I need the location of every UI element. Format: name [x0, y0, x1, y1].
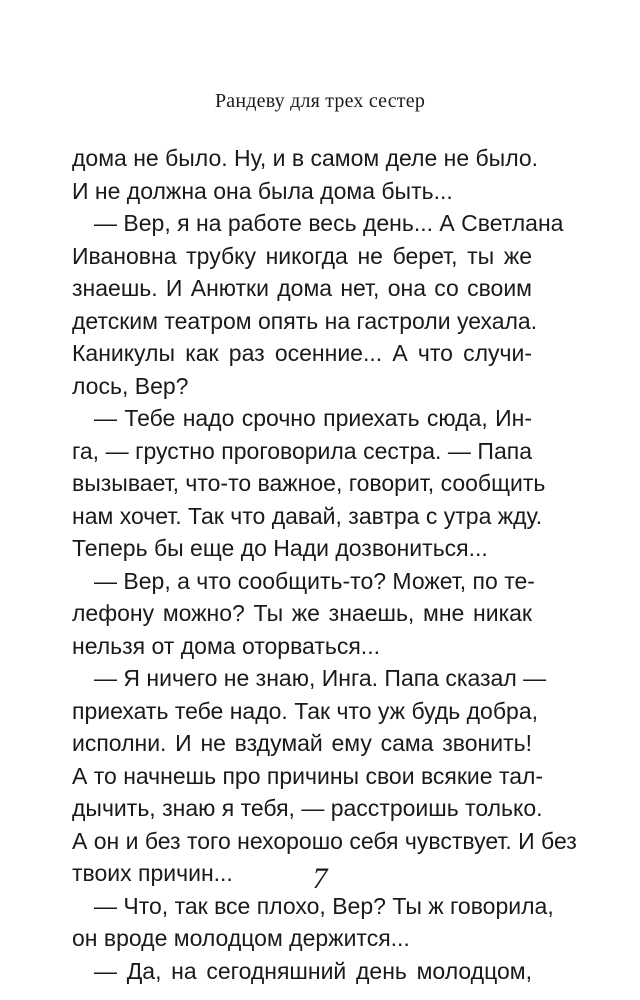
text-line: нам хочет. Так что давай, завтра с утра жду.: [72, 502, 543, 529]
text-line: Теперь бы еще до Нади дозвониться...: [72, 535, 488, 561]
text-line: исполни. И не вздумай ему сама звонить!: [72, 730, 532, 756]
text-line: га, — грустно проговорила сестра. — Папа: [72, 437, 532, 464]
text-line: — Что, так все плохо, Вер? Ты ж говорила,: [94, 892, 554, 919]
text-line: — Тебе надо срочно приехать сюда, Ин-: [94, 405, 532, 431]
text-line: Ивановна трубку никогда не берет, ты же: [72, 242, 532, 269]
text-line: — Я ничего не знаю, Инга. Папа сказал —: [94, 665, 547, 691]
text-line: знаешь. И Анютки дома нет, она со своим: [72, 275, 532, 301]
text-line: — Да, на сегодняшний день молодцом,: [94, 957, 532, 984]
text-line: — Вер, а что сообщить-то? Может, по те-: [94, 567, 535, 594]
text-line: Каникулы как раз осенние... А что случи-: [72, 340, 532, 366]
text-line: И не должна она была дома быть...: [72, 177, 453, 204]
text-line: вызывает, что-то важное, говорит, сообщить: [72, 470, 546, 496]
text-line: лось, Вер?: [72, 372, 189, 399]
text-line: приехать тебе надо. Так что уж будь добра,: [72, 697, 538, 724]
text-line: твоих причин...: [72, 860, 233, 886]
text-line: А то начнешь про причины свои всякие тал-: [72, 762, 544, 789]
page-number: 7: [312, 862, 328, 895]
text-line: лефону можно? Ты же знаешь, мне никак: [72, 600, 532, 626]
text-line: — Вер, я на работе весь день... А Светлана: [94, 210, 564, 236]
text-line: дычить, знаю я тебя, — расстроишь только.: [72, 795, 543, 821]
text-line: детским театром опять на гастроли уехала.: [72, 307, 538, 334]
text-line: А он и без того нехорошо себя чувствует. И без: [72, 827, 577, 854]
text-line: он вроде молодцом держится...: [72, 925, 410, 951]
text-line: нельзя от дома оторваться...: [72, 632, 380, 659]
text-line: дома не было. Ну, и в самом деле не было.: [72, 145, 539, 171]
running-head: Рандеву для трех сестер: [214, 90, 426, 112]
body-text: [72, 142, 577, 987]
